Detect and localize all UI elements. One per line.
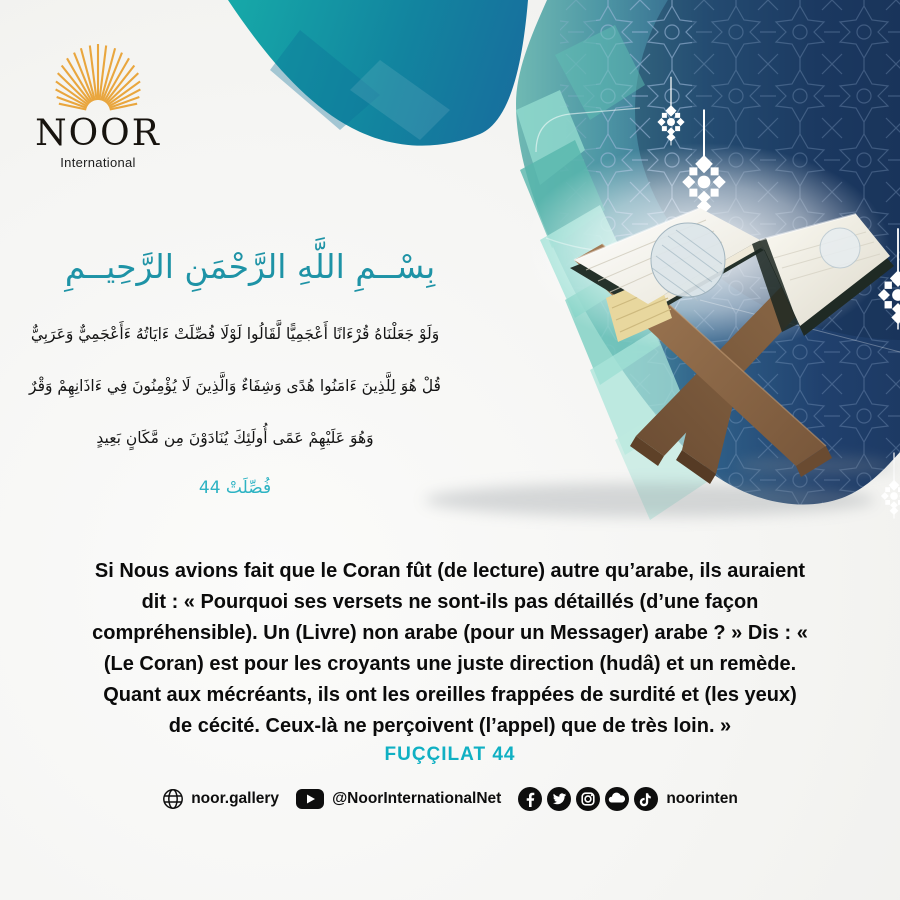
youtube-link[interactable] bbox=[295, 788, 501, 810]
instagram-icon bbox=[575, 786, 601, 812]
surah-reference-arabic: فُصِّلَتْ 44 bbox=[198, 478, 272, 498]
translation-line: de cécité. Ceux-là ne perçoivent (l’appel) que de très loin. » bbox=[168, 715, 732, 737]
quran-verse-line: وَلَوْ جَعَلْنَاهُ قُرْءَانًا أَعْجَمِيًّا لَّقَالُوا لَوْلَا فُصِّلَتْ ءَايَاتُهُ ءَأَعْجَمِيٌّ وَعَرَبِيٌّ bbox=[30, 325, 440, 343]
twitter-icon bbox=[546, 786, 572, 812]
youtube-icon bbox=[295, 788, 325, 810]
footer-social-bar bbox=[0, 786, 900, 812]
logo-rays-icon bbox=[18, 28, 178, 114]
quran-verse-line: قُلْ هُوَ لِلَّذِينَ ءَامَنُوا هُدًى وَشِفَاءٌ وَالَّذِينَ لَا يُؤْمِنُونَ فِي ءَاذَانِهِمْ وَقْرٌ bbox=[29, 377, 441, 395]
facebook-icon bbox=[517, 786, 543, 812]
social-icons bbox=[517, 786, 659, 812]
translation-line: Si Nous avions fait que le Coran fût (de lecture) autre qu’arabe, ils auraient bbox=[94, 560, 806, 582]
website-link[interactable] bbox=[162, 788, 279, 810]
translation-line: compréhensible). Un (Livre) non arabe (pour un Messager) arabe ? » Dis : « bbox=[92, 622, 808, 644]
teal-wave-shape bbox=[228, 0, 528, 146]
noor-logo bbox=[18, 28, 178, 170]
tiktok-icon bbox=[633, 786, 659, 812]
globe-icon bbox=[162, 788, 184, 810]
brand-subtitle: International bbox=[60, 155, 136, 170]
bismillah-calligraphy: بِسْــمِ اللَّهِ الرَّحْمَنِ الرَّحِيــمِ bbox=[64, 247, 436, 286]
quran-verse-line: وَهُوَ عَلَيْهِمْ عَمًى أُولَئِكَ يُنَادَوْنَ مِن مَّكَانٍ بَعِيدٍ bbox=[96, 429, 374, 447]
quran-verse-arabic bbox=[0, 308, 470, 464]
website-label: noor.gallery bbox=[191, 790, 280, 807]
social-label: noorinten bbox=[666, 790, 738, 807]
soundcloud-icon bbox=[604, 786, 630, 812]
translation-line: (Le Coran) est pour les croyants une juste direction (hudâ) et un remède. bbox=[103, 653, 797, 675]
surah-reference-latin: FUÇÇILAT 44 bbox=[384, 744, 516, 765]
brand-name: NOOR bbox=[35, 113, 161, 154]
youtube-label: @NoorInternationalNet bbox=[332, 790, 502, 807]
translation-line: dit : « Pourquoi ses versets ne sont-ils pas détaillés (d’une façon bbox=[141, 591, 759, 613]
translation-text bbox=[30, 556, 870, 742]
translation-line: Quant aux mécréants, ils ont les oreilles frappées de surdité et (les yeux) bbox=[103, 684, 797, 706]
social-handles[interactable] bbox=[517, 786, 737, 812]
rehal-shadow bbox=[425, 483, 875, 517]
